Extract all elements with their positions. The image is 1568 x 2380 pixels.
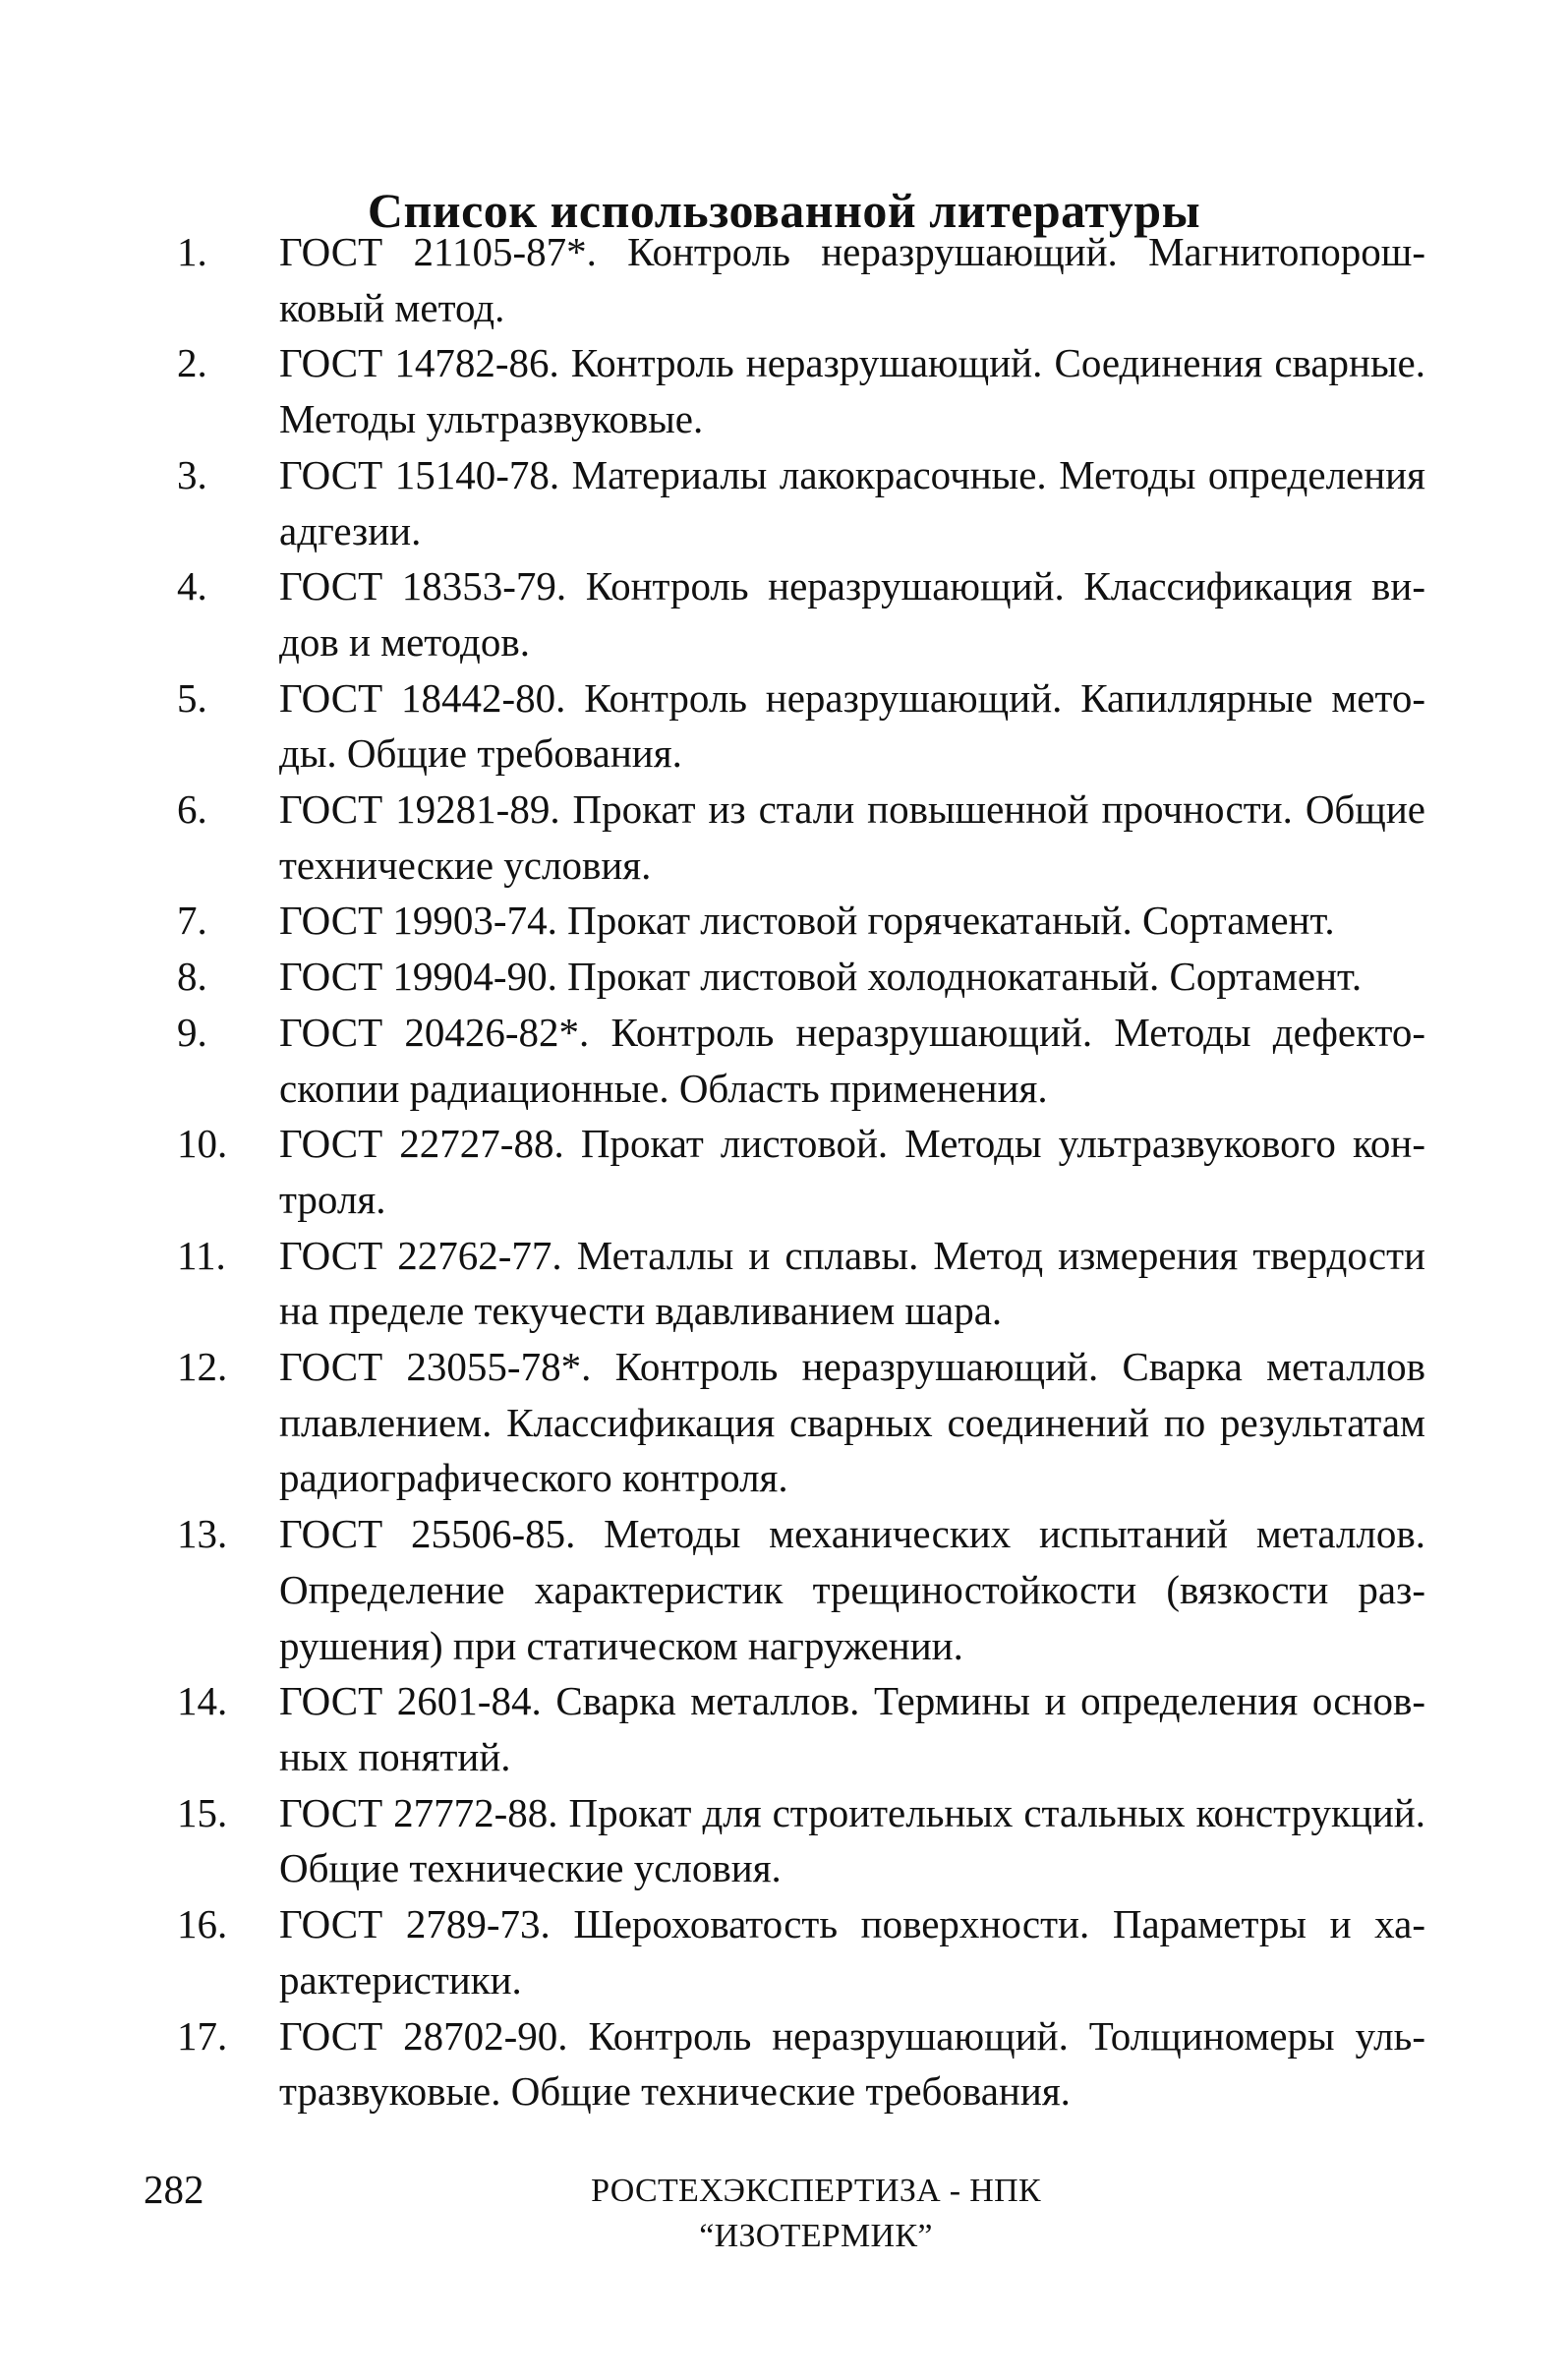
- reference-text: ГОСТ 20426-82*. Контроль неразрушающий. Методы дефектоскопии радиационные. Область применения.: [279, 1009, 1425, 1111]
- reference-number: 7.: [177, 898, 207, 944]
- reference-text: ГОСТ 28702-90. Контроль неразрушающий. Толщиномеры ультразвуковые. Общие технические требования.: [279, 2012, 1425, 2115]
- reference-item: [177, 335, 1425, 446]
- reference-number: 16.: [177, 1901, 228, 1947]
- reference-number: 6.: [177, 786, 207, 833]
- reference-number: 17.: [177, 2012, 228, 2059]
- reference-item: [177, 782, 1425, 893]
- reference-item: [177, 1673, 1425, 1784]
- reference-number: 10.: [177, 1121, 228, 1167]
- reference-item: [177, 1005, 1425, 1116]
- reference-text: ГОСТ 19281-89. Прокат из стали повышенной прочности. Общие технические условия.: [279, 786, 1425, 888]
- reference-text: ГОСТ 23055-78*. Контроль неразрушающий. Сварка металлов плавлением. Классификация сварных соединений по результатам радиографического контроля.: [279, 1344, 1425, 1501]
- reference-number: 9.: [177, 1009, 207, 1055]
- reference-text: ГОСТ 19904-90. Прокат листовой холоднокатаный. Сортамент.: [279, 954, 1363, 1000]
- reference-number: 8.: [177, 954, 207, 1000]
- reference-text: ГОСТ 19903-74. Прокат листовой горячекатаный. Сортамент.: [279, 898, 1335, 944]
- reference-text: ГОСТ 2789-73. Шероховатость поверхности. Параметры и характеристики.: [279, 1901, 1425, 2003]
- reference-text: ГОСТ 2601-84. Сварка металлов. Термины и определения основных понятий.: [279, 1678, 1425, 1779]
- reference-text: ГОСТ 25506-85. Методы механических испытаний металлов. Определение характеристик трещиностойкости (вязкости разрушения) при статическом нагружении.: [279, 1511, 1425, 1668]
- reference-item: [177, 1506, 1425, 1673]
- reference-number: 13.: [177, 1511, 228, 1557]
- reference-item: [177, 949, 1425, 1005]
- reference-text: ГОСТ 18442-80. Контроль неразрушающий. Капиллярные методы. Общие требования.: [279, 674, 1425, 777]
- reference-item: [177, 447, 1425, 558]
- reference-number: 1.: [177, 229, 207, 274]
- reference-text: ГОСТ 22762-77. Металлы и сплавы. Метод измерения твердости на пределе текучести вдавливанием шара.: [279, 1232, 1425, 1334]
- reference-number: 14.: [177, 1678, 228, 1724]
- reference-text: ГОСТ 21105-87*. Контроль неразрушающий. Магнитопорошковый метод.: [279, 229, 1425, 330]
- reference-number: 2.: [177, 340, 207, 386]
- page-title: Список использованной литературы: [367, 182, 1201, 238]
- reference-item: [177, 1116, 1425, 1227]
- running-footer: РОСТЕХЭКСПЕРТИЗА - НПК “ИЗОТЕРМИК”: [591, 2173, 1041, 2254]
- reference-number: 5.: [177, 674, 207, 721]
- reference-text: ГОСТ 18353-79. Контроль неразрушающий. Классификация видов и методов.: [279, 563, 1425, 665]
- reference-text: ГОСТ 15140-78. Материалы лакокрасочные. Методы определения адгезии.: [279, 451, 1425, 553]
- reference-item: [177, 1228, 1425, 1339]
- reference-number: 11.: [177, 1232, 226, 1278]
- reference-item: [177, 2008, 1425, 2119]
- reference-list: [177, 224, 1425, 2119]
- reference-item: [177, 670, 1425, 782]
- reference-item: [177, 893, 1425, 949]
- reference-number: 3.: [177, 451, 207, 497]
- reference-text: ГОСТ 14782-86. Контроль неразрушающий. Соединения сварные. Методы ультразвуковые.: [279, 340, 1425, 442]
- reference-item: [177, 224, 1425, 335]
- reference-number: 15.: [177, 1789, 228, 1835]
- reference-text: ГОСТ 22727-88. Прокат листовой. Методы ультразвукового контроля.: [279, 1121, 1425, 1222]
- reference-item: [177, 1339, 1425, 1506]
- reference-number: 4.: [177, 563, 207, 610]
- reference-number: 12.: [177, 1344, 228, 1390]
- reference-text: ГОСТ 27772-88. Прокат для строительных стальных конструкций. Общие технические условия.: [279, 1789, 1425, 1891]
- reference-item: [177, 1785, 1425, 1896]
- reference-item: [177, 1896, 1425, 2007]
- page-number: 282: [144, 2167, 204, 2212]
- reference-item: [177, 558, 1425, 669]
